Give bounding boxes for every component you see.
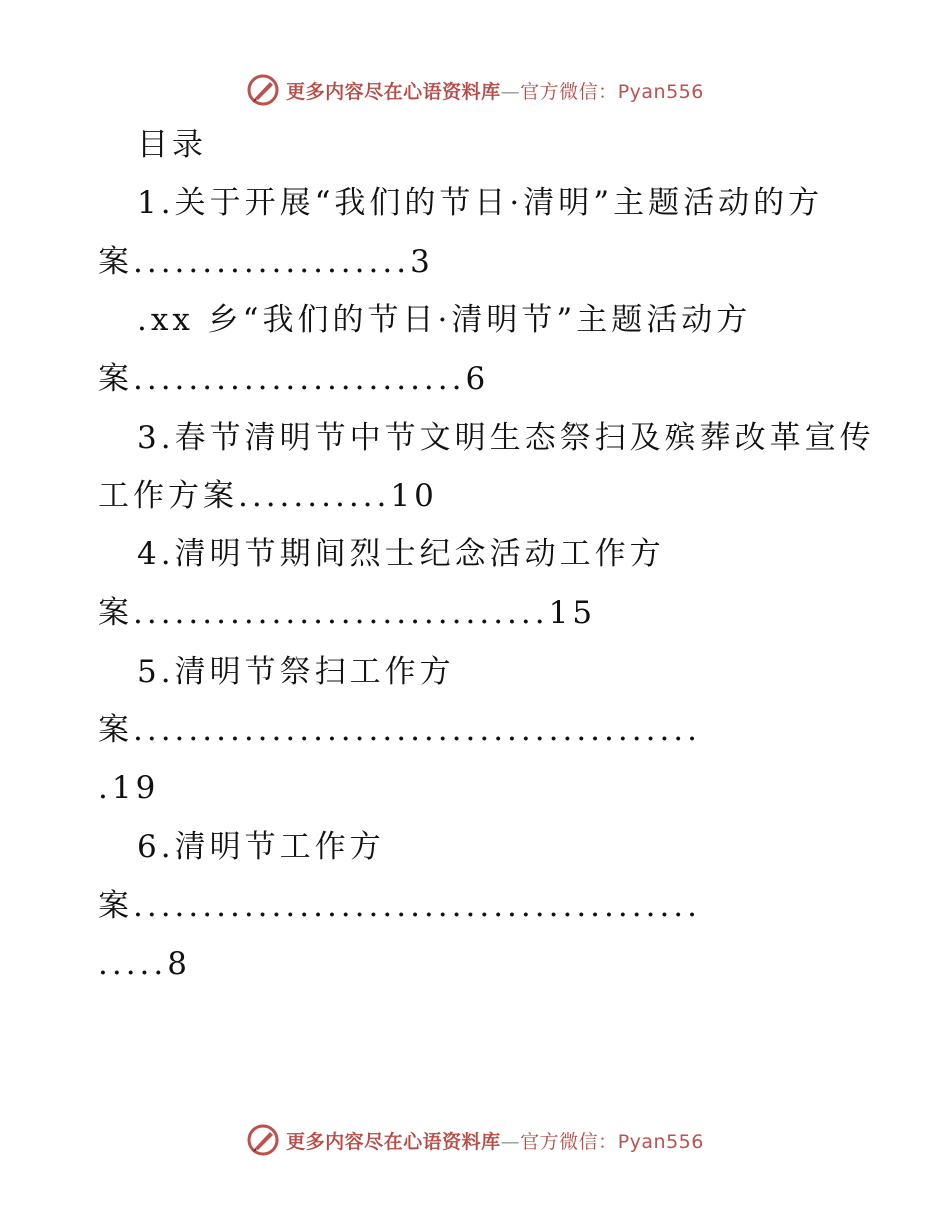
- banner-wechat-label: 官方微信：: [520, 1130, 618, 1153]
- banner-site-name: 更多内容尽在心语资料库: [286, 1130, 501, 1153]
- header-banner: [0, 70, 950, 110]
- toc-line-4-cont: 案..............................15: [98, 595, 597, 631]
- banner-text: [286, 1127, 704, 1154]
- quill-logo-icon: [246, 73, 280, 107]
- toc-heading: 目录: [137, 127, 207, 163]
- toc-line-1: 1.关于开展“我们的节日·清明”主题活动的方: [137, 185, 824, 221]
- quill-logo-icon: [246, 1123, 280, 1157]
- banner-wechat-label: 官方微信：: [520, 80, 618, 103]
- banner-dash: —: [500, 80, 521, 103]
- footer-banner: [0, 1120, 950, 1160]
- banner-dash: —: [500, 1130, 521, 1153]
- banner-text: [286, 77, 704, 104]
- banner-wechat-id: Pyan556: [617, 80, 704, 103]
- toc-line-6: 6.清明节工作方: [137, 829, 385, 865]
- toc-line-5-page: .19: [98, 770, 160, 806]
- toc-line-2: .xx 乡“我们的节日·清明节”主题活动方: [137, 302, 752, 338]
- banner-wechat-id: Pyan556: [617, 1130, 704, 1153]
- toc-line-1-cont: 案....................3: [98, 244, 434, 280]
- toc-line-6-page: .....8: [98, 946, 191, 982]
- toc-line-6-cont: 案.........................................: [98, 888, 702, 924]
- toc-line-4: 4.清明节期间烈士纪念活动工作方: [137, 536, 665, 572]
- banner-site-name: 更多内容尽在心语资料库: [286, 80, 501, 103]
- toc-line-5-cont: 案.........................................: [98, 712, 702, 748]
- toc-line-5: 5.清明节祭扫工作方: [137, 654, 455, 690]
- toc-line-3: 3.春节清明节中节文明生态祭扫及殡葬改革宣传: [137, 420, 875, 456]
- toc-line-2-cont: 案........................6: [98, 361, 490, 397]
- toc-line-3-cont: 工作方案...........10: [98, 478, 438, 514]
